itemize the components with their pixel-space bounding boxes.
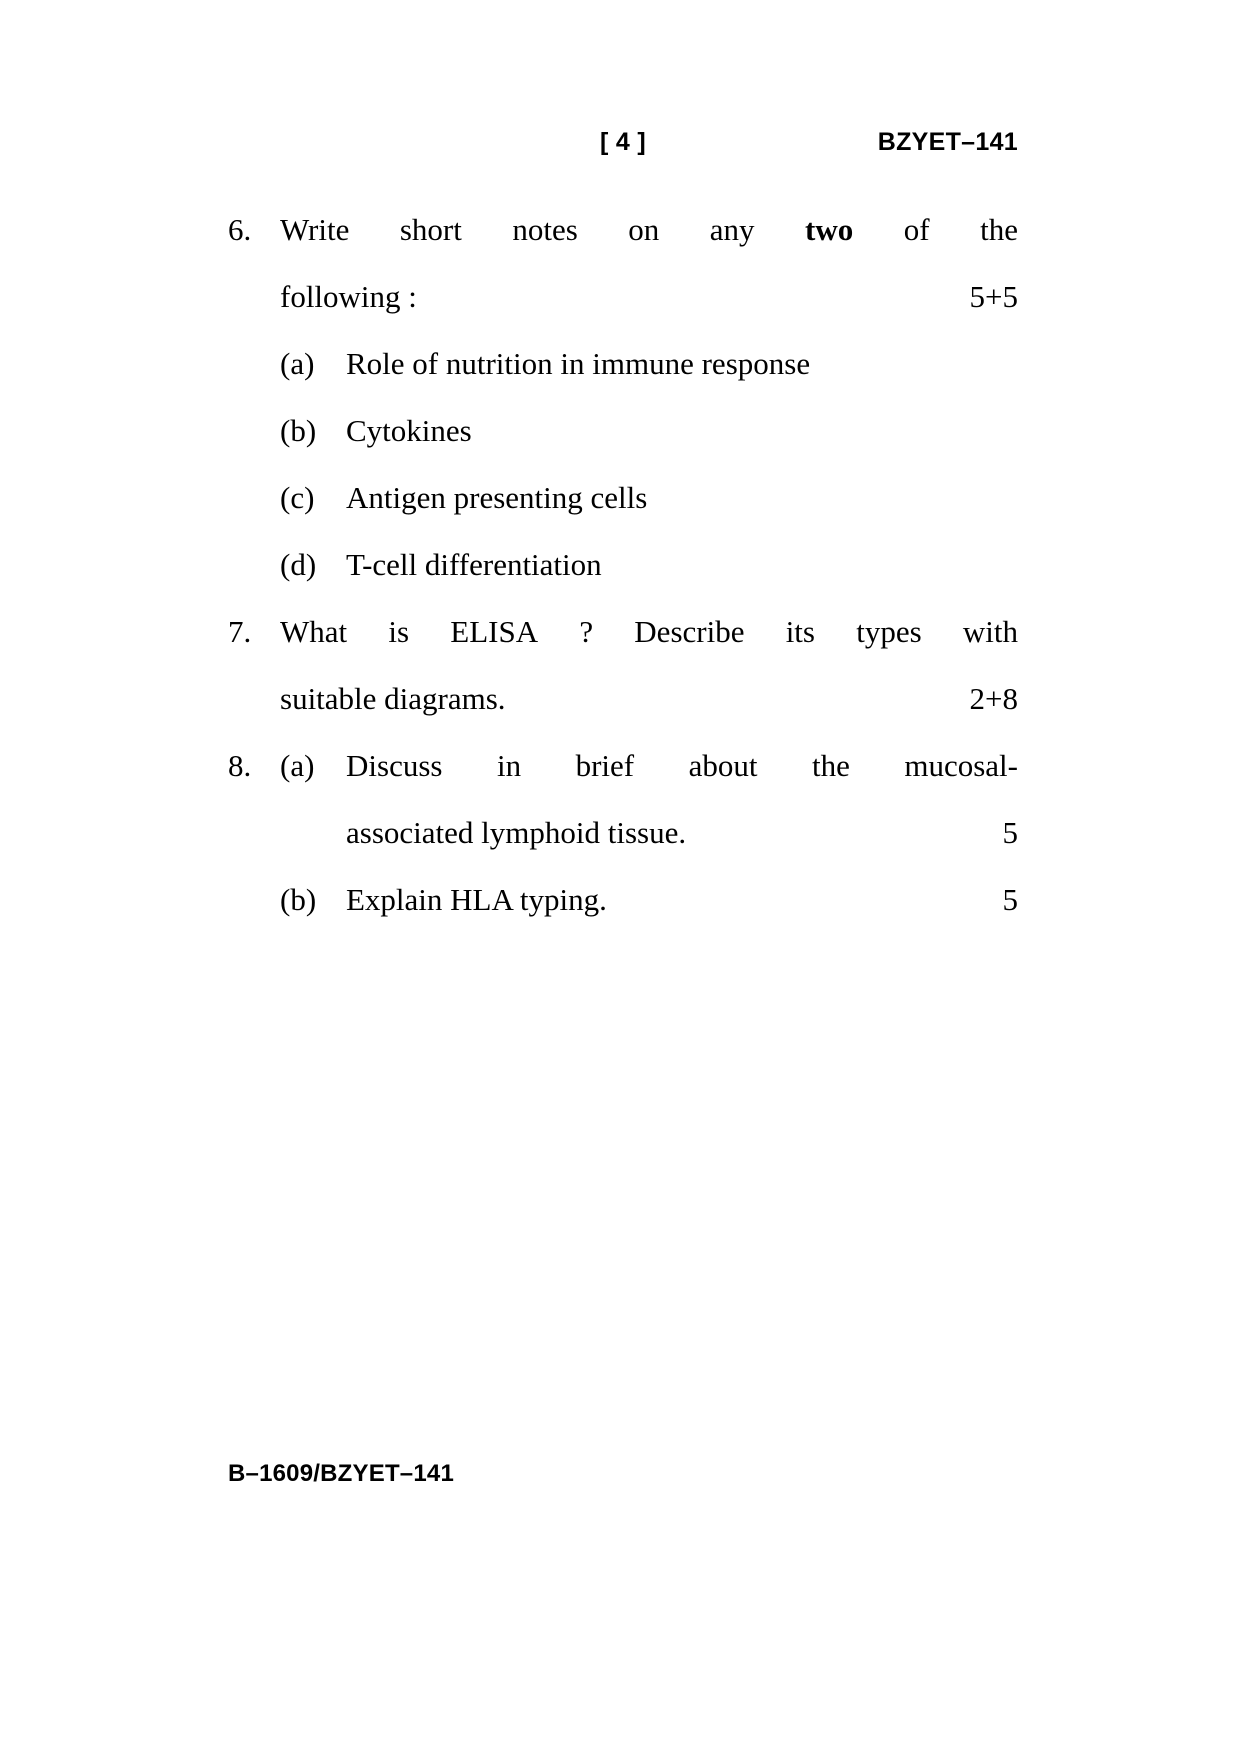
question-6-subitem-b xyxy=(280,397,1018,464)
q7-word-5: Describe xyxy=(634,614,745,649)
question-6-subitem-a xyxy=(280,330,1018,397)
q6-word-6-emphasis: two xyxy=(805,212,854,247)
q8a-word-6: mucosal- xyxy=(904,748,1018,783)
question-6 xyxy=(228,196,1018,598)
question-8a-continuation: associated lymphoid tissue. xyxy=(346,815,687,850)
q6-word-5: any xyxy=(709,212,755,247)
question-8 xyxy=(228,732,1018,933)
question-6-line-2 xyxy=(280,263,1018,330)
q7-word-7: types xyxy=(856,614,922,649)
subpart-a-body xyxy=(346,732,1018,866)
q7-word-8: with xyxy=(962,614,1018,649)
question-7-marks: 2+8 xyxy=(969,681,1018,716)
paper-code: BZYET–141 xyxy=(877,128,1018,156)
page-number: [ 4 ] xyxy=(600,128,646,156)
subpart-b-label: (b) xyxy=(280,882,317,917)
q8a-word-4: about xyxy=(688,748,758,783)
question-6-continuation: following : xyxy=(280,279,417,314)
question-8-number: 8. xyxy=(228,748,252,783)
question-8-subpart-b xyxy=(280,866,1018,933)
subpart-b-body xyxy=(346,866,1018,933)
question-8-body xyxy=(280,732,1018,933)
subitem-a-text: Role of nutrition in immune response xyxy=(346,346,811,381)
q6-word-7: of xyxy=(903,212,930,247)
subitem-b-label: (b) xyxy=(280,413,317,448)
q8a-word-3: brief xyxy=(575,748,635,783)
question-6-subitem-c xyxy=(280,464,1018,531)
q7-word-3: ELISA xyxy=(450,614,539,649)
q8a-word-1: Discuss xyxy=(346,748,443,783)
subpart-a-label: (a) xyxy=(280,748,315,783)
question-8b-line-1 xyxy=(346,866,1018,933)
subitem-a-label: (a) xyxy=(280,346,315,381)
q6-word-8: the xyxy=(980,212,1018,247)
q7-word-6: its xyxy=(785,614,815,649)
question-8b-marks: 5 xyxy=(1002,882,1018,917)
page-footer: B–1609/BZYET–141 xyxy=(228,1460,454,1487)
q6-word-3: notes xyxy=(512,212,578,247)
question-6-line-1 xyxy=(280,196,1018,263)
q6-word-1: Write xyxy=(280,212,350,247)
q7-word-2: is xyxy=(388,614,410,649)
question-7-continuation: suitable diagrams. xyxy=(280,681,506,716)
page-header xyxy=(228,128,1018,162)
subitem-c-text: Antigen presenting cells xyxy=(346,480,648,515)
subitem-d-text: T-cell differentiation xyxy=(346,547,602,582)
question-7 xyxy=(228,598,1018,732)
question-6-marks: 5+5 xyxy=(969,279,1018,314)
subitem-d-label: (d) xyxy=(280,547,317,582)
subitem-c-label: (c) xyxy=(280,480,315,515)
q6-word-2: short xyxy=(399,212,462,247)
q6-word-4: on xyxy=(628,212,660,247)
q7-word-1: What xyxy=(280,614,348,649)
question-list xyxy=(228,196,1018,933)
question-7-line-2 xyxy=(280,665,1018,732)
question-8b-text: Explain HLA typing. xyxy=(346,882,607,917)
question-7-body xyxy=(280,598,1018,732)
q8a-word-5: the xyxy=(811,748,850,783)
subitem-b-text: Cytokines xyxy=(346,413,472,448)
question-7-number: 7. xyxy=(228,614,252,649)
question-8-subpart-a xyxy=(280,732,1018,866)
question-8a-line-2 xyxy=(346,799,1018,866)
question-6-subitem-d xyxy=(280,531,1018,598)
question-6-body xyxy=(280,196,1018,598)
question-8a-line-1 xyxy=(346,732,1018,799)
question-6-number: 6. xyxy=(228,212,252,247)
q8a-word-2: in xyxy=(496,748,522,783)
question-8a-marks: 5 xyxy=(1002,815,1018,850)
question-7-line-1 xyxy=(280,598,1018,665)
q7-word-4: ? xyxy=(579,614,594,649)
